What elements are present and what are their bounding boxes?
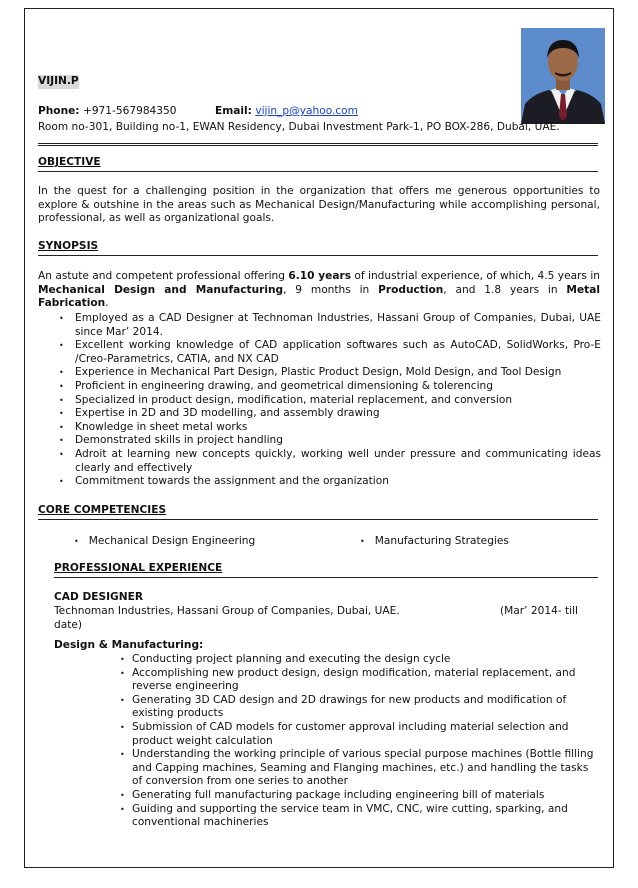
- experience-divider: [54, 577, 598, 578]
- bullet-icon: •: [120, 790, 125, 800]
- synopsis-divider: [38, 255, 598, 256]
- competencies-heading: CORE COMPETENCIES: [38, 504, 167, 516]
- list-item: [55, 312, 601, 339]
- competency-item: [360, 535, 509, 549]
- intro-fabrication: Metal Fabrication: [38, 283, 600, 310]
- bullet-icon: •: [120, 750, 125, 760]
- list-item-text: Adroit at learning new concepts quickly, working well under pressure and communicating ideas clearly and effectively: [75, 447, 601, 474]
- list-item: [116, 694, 594, 721]
- synopsis-heading: SYNOPSIS: [38, 240, 99, 252]
- phone-number: +971-567984350: [82, 105, 177, 117]
- profile-photo: [521, 28, 605, 124]
- list-item-text: Guiding and supporting the service team in VMC, CNC, wire cutting, sparking, and conventional machineries: [132, 802, 568, 829]
- bullet-icon: •: [59, 381, 64, 391]
- phone-label: Phone:: [38, 105, 80, 117]
- competency-item: [74, 535, 255, 549]
- list-item-text: Understanding the working principle of various special purpose machines (Bottle filling and Capping machines, Seaming and Flanging machines, etc.) and handling the tasks of conversion from one series to another: [132, 748, 594, 788]
- email-label: Email:: [215, 105, 252, 117]
- job-title: CAD DESIGNER: [54, 591, 144, 603]
- list-item-text: Commitment towards the assignment and the organization: [75, 475, 389, 488]
- bullet-icon: •: [59, 395, 64, 405]
- list-item-text: Generating 3D CAD design and 2D drawings for new products and modification of existing products: [132, 693, 567, 720]
- list-item: [116, 667, 594, 694]
- phone-line: [38, 105, 177, 119]
- list-item: [116, 748, 594, 789]
- bullet-icon: •: [59, 314, 64, 323]
- list-item: [55, 380, 601, 394]
- bullet-icon: •: [360, 537, 365, 546]
- list-item: [55, 339, 601, 366]
- bullet-icon: •: [74, 537, 79, 546]
- company-name: Technoman Industries, Hassani Group of Companies, Dubai, UAE.: [54, 605, 400, 617]
- candidate-name: VIJIN.P: [38, 75, 79, 87]
- email-line: [215, 105, 358, 119]
- intro-text-4: , and 1.8 years in: [443, 283, 567, 296]
- intro-text-3: , 9 months in: [283, 283, 379, 296]
- list-item: [55, 434, 601, 448]
- bullet-icon: •: [59, 341, 64, 351]
- list-item-text: Conducting project planning and executing the design cycle: [132, 653, 451, 665]
- bullet-icon: •: [120, 695, 125, 705]
- bullet-icon: •: [59, 436, 64, 446]
- job-period: (Mar’ 2014- till date): [54, 605, 578, 631]
- competency-text: Manufacturing Strategies: [374, 535, 509, 547]
- competencies-divider: [38, 519, 598, 520]
- list-item-text: Proficient in engineering drawing, and geometrical dimensioning & tolerencing: [75, 379, 493, 392]
- bullet-icon: •: [59, 477, 64, 487]
- list-item: [55, 448, 601, 475]
- address: Room no-301, Building no-1, EWAN Residency, Dubai Investment Park-1, PO BOX-286, Dubai, UAE.: [38, 121, 560, 133]
- header-divider: [38, 143, 598, 146]
- list-item: [116, 789, 594, 803]
- bullet-icon: •: [120, 668, 125, 678]
- synopsis-intro: [38, 270, 600, 311]
- list-item: [55, 407, 601, 421]
- bullet-icon: •: [120, 722, 125, 732]
- list-item: [116, 803, 594, 830]
- list-item-text: Knowledge in sheet metal works: [75, 420, 248, 433]
- list-item-text: Demonstrated skills in project handling: [75, 434, 283, 447]
- synopsis-list: [55, 312, 601, 489]
- objective-heading: OBJECTIVE: [38, 156, 101, 168]
- bullet-icon: •: [59, 449, 64, 459]
- objective-text: In the quest for a challenging position in the organization that offers me generous opportunities to explore & outshine in the areas such as Mechanical Design/Manufacturing while accomplishing personal, professional, as well as organizational goals.: [38, 185, 600, 225]
- list-item: [55, 475, 601, 489]
- intro-years: 6.10 years: [288, 270, 352, 282]
- list-item-text: Experience in Mechanical Part Design, Plastic Product Design, Mold Design, and Tool Design: [75, 366, 562, 379]
- list-item: [55, 394, 601, 408]
- list-item-text: Excellent working knowledge of CAD application softwares such as AutoCAD, SolidWorks, Pro-E /Creo-Parametrics, CATIA, and NX CAD: [75, 339, 601, 365]
- list-item: [116, 653, 594, 667]
- list-item-text: Expertise in 2D and 3D modelling, and assembly drawing: [75, 407, 380, 420]
- competency-text: Mechanical Design Engineering: [88, 535, 256, 547]
- list-item-text: Accomplishing new product design, design modification, material replacement, and reverse engineering: [132, 666, 576, 693]
- bullet-icon: •: [120, 655, 125, 664]
- bullet-icon: •: [59, 422, 64, 432]
- list-item: [55, 421, 601, 435]
- bullet-icon: •: [59, 409, 64, 419]
- intro-text-5: .: [105, 297, 109, 310]
- email-link[interactable]: vijin_p@yahoo.com: [255, 105, 358, 117]
- list-item-text: Employed as a CAD Designer at Technoman Industries, Hassani Group of Companies, Dubai, UAE since Mar’ 2014.: [75, 312, 601, 338]
- bullet-icon: •: [59, 368, 64, 378]
- objective-divider: [38, 171, 598, 172]
- job-subheading: Design & Manufacturing:: [54, 639, 204, 651]
- intro-text-1: An astute and competent professional offering: [38, 270, 289, 282]
- list-item: [116, 721, 594, 748]
- list-item-text: Submission of CAD models for customer approval including material selection and product weight calculation: [132, 720, 569, 747]
- list-item-text: Generating full manufacturing package including engineering bill of materials: [132, 788, 545, 801]
- experience-heading: PROFESSIONAL EXPERIENCE: [54, 562, 223, 574]
- experience-list: [116, 653, 594, 830]
- intro-field: Mechanical Design and Manufacturing: [38, 283, 284, 296]
- intro-production: Production: [378, 283, 444, 296]
- list-item: [55, 366, 601, 380]
- bullet-icon: •: [120, 804, 125, 814]
- list-item-text: Specialized in product design, modification, material replacement, and conversion: [75, 393, 513, 406]
- intro-text-2: of industrial experience, of which, 4.5 years in: [351, 270, 600, 282]
